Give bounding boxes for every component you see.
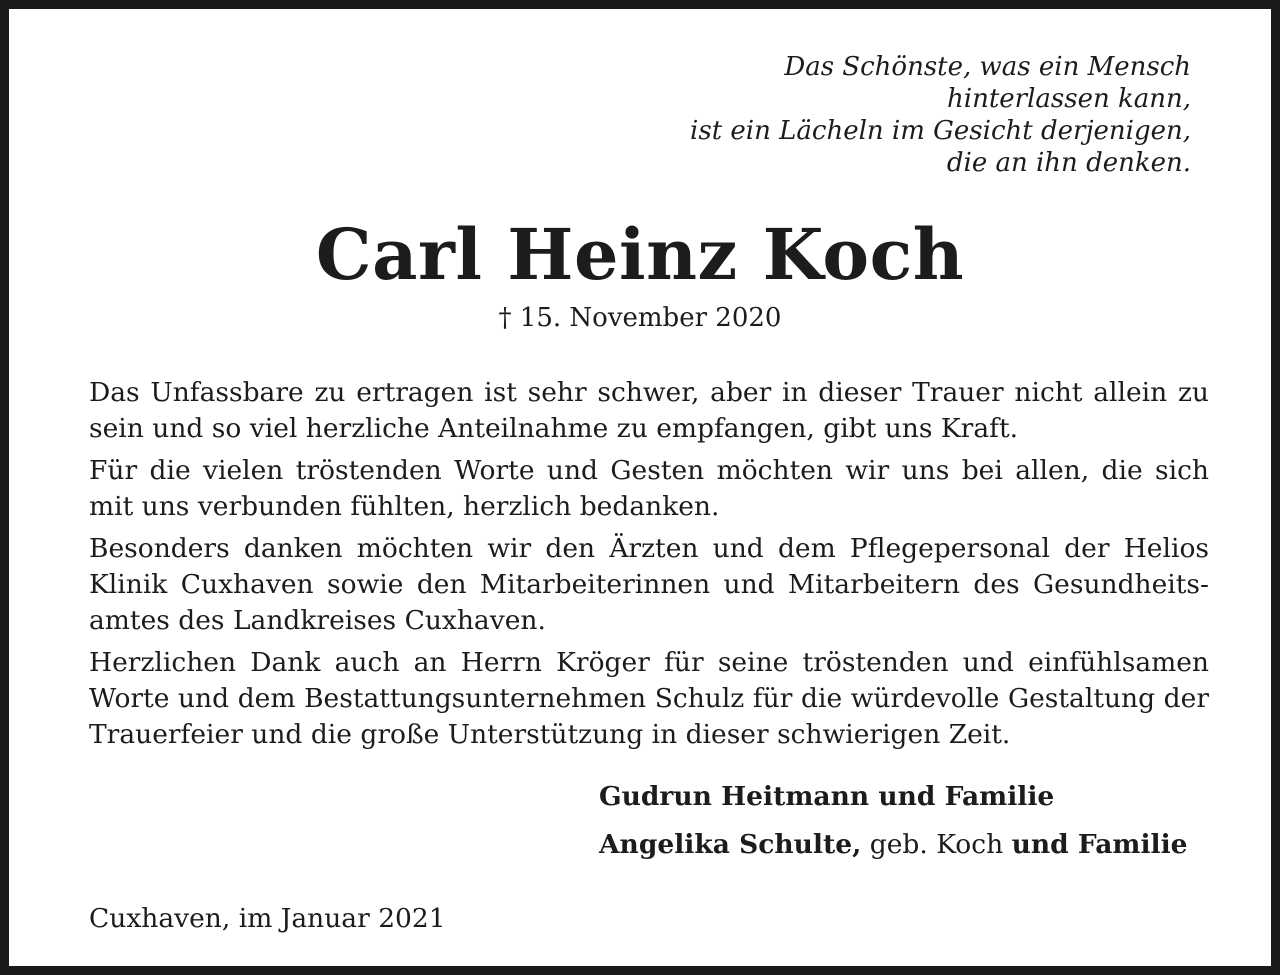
- paragraph: Für die vielen tröstenden Worte und Gesten möchten wir uns bei allen, die sich mit uns verbunden fühlten, herzlich bedanken.: [89, 455, 1209, 522]
- paragraph: Besonders danken möchten wir den Ärzten und dem Pflegepersonal der Helios Klinik Cuxhaven sowie den Mitarbeiterinnen und Mitarbeitern des Gesundheitsamtes des Landkreises Cuxhaven.: [89, 533, 1209, 636]
- paragraph: Das Unfassbare zu ertragen ist sehr schwer, aber in dieser Trauer nicht allein zu sein und so viel herzliche Anteilnahme zu empfangen, gibt uns Kraft.: [89, 377, 1209, 444]
- signatory-line-2: [599, 827, 1188, 863]
- paragraph: Herzlichen Dank auch an Herrn Kröger für seine tröstenden und einfühlsamen Worte und dem Bestattungsunternehmen Schulz für die würdevolle Gestaltung der Trauerfeier und die große Unterstützung in dieser schwierigen Zeit.: [89, 647, 1209, 750]
- thank-you-text: [89, 375, 1209, 759]
- motto-line: hinterlassen kann,: [947, 84, 1191, 114]
- deceased-name: Carl Heinz Koch: [315, 213, 965, 296]
- death-date: † 15. November 2020: [498, 303, 782, 333]
- motto-quote: [690, 51, 1191, 179]
- signatories: [599, 779, 1188, 863]
- signatory-suffix: und Familie: [1011, 829, 1188, 860]
- signatory-maiden-name: geb. Koch: [861, 829, 1012, 860]
- motto-line: die an ihn denken.: [946, 148, 1191, 178]
- signatory-line-1: Gudrun Heitmann und Familie: [599, 781, 1055, 812]
- motto-line: Das Schönste, was ein Mensch: [784, 52, 1191, 82]
- place-and-date: Cuxhaven, im Januar 2021: [89, 903, 446, 934]
- signatory-name: Angelika Schulte,: [599, 829, 862, 860]
- motto-line: ist ein Lächeln im Gesicht derjenigen,: [690, 116, 1191, 146]
